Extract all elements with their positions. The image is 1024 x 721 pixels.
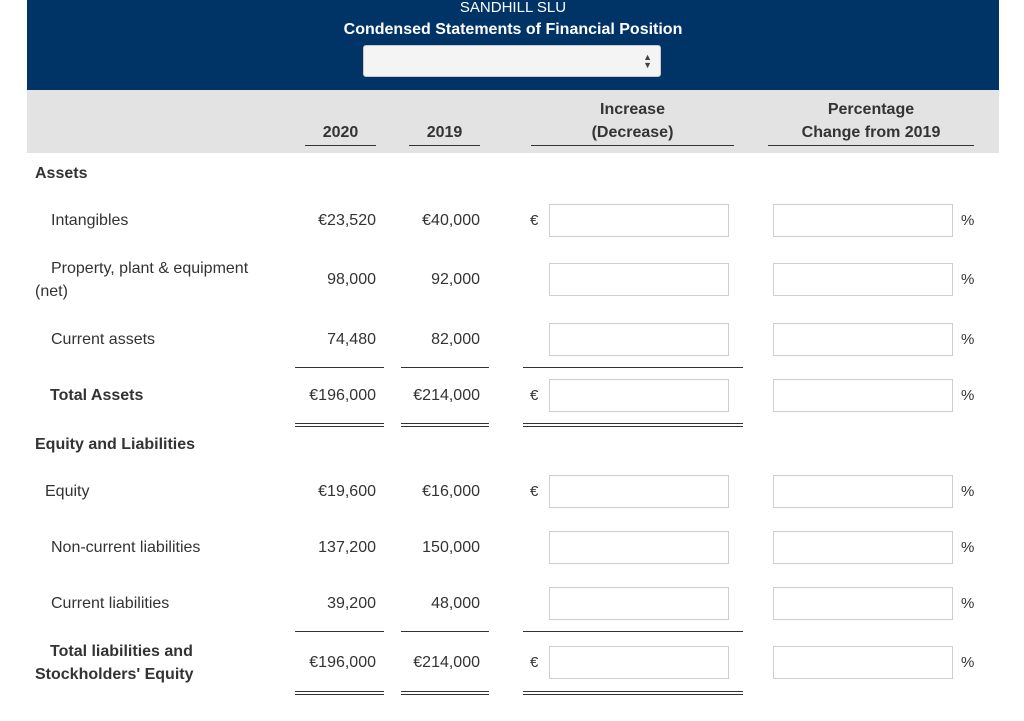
percent-symbol: % (961, 483, 975, 500)
column-pct-line2: Change from 2019 (801, 124, 941, 141)
increase-input-total-assets[interactable] (549, 379, 729, 412)
value-2019-total-assets: €214,000 (413, 387, 480, 404)
value-2019-intangibles: €40,000 (422, 212, 480, 229)
company-name: SANDHILL SLU (459, 0, 567, 16)
increase-input-total-liab[interactable] (549, 646, 729, 679)
column-2020: 2020 (322, 124, 359, 141)
percent-symbol: % (961, 271, 975, 288)
total-double-line-2019 (401, 423, 489, 424)
section-assets: Assets (35, 165, 88, 182)
subtotal-line-2019 (401, 631, 489, 632)
column-2019-underline (409, 145, 480, 146)
total-double-line-increase (523, 423, 743, 424)
value-2019-total-liab: €214,000 (413, 654, 480, 671)
column-increase-line1: Increase (600, 101, 665, 118)
percent-input-intangibles[interactable] (773, 204, 953, 237)
percent-input-current-liabilities[interactable] (773, 587, 953, 620)
row-label-total-liab-line2: Stockholders' Equity (35, 666, 194, 683)
subtotal-line-increase (523, 631, 743, 632)
row-label-ppe-line2: (net) (35, 283, 68, 300)
total-double-line-2019 (401, 426, 489, 427)
column-increase-line2: (Decrease) (591, 124, 674, 141)
increase-input-current-assets[interactable] (549, 323, 729, 356)
total-double-line-2020 (295, 423, 384, 424)
statement-title: Condensed Statements of Financial Position (343, 21, 683, 38)
currency-symbol: € (530, 212, 539, 229)
total-double-line-2020 (295, 426, 384, 427)
column-pct-line1: Percentage (827, 101, 915, 118)
select-arrows-icon: ▲ ▼ (643, 52, 652, 70)
increase-input-ppe[interactable] (549, 263, 729, 296)
value-2019-equity: €16,000 (422, 483, 480, 500)
percent-symbol: % (961, 331, 975, 348)
percent-input-ppe[interactable] (773, 263, 953, 296)
subtotal-line-2019 (401, 367, 489, 368)
increase-input-equity[interactable] (549, 475, 729, 508)
row-label-current-liabilities: Current liabilities (51, 595, 170, 612)
total-double-line-2019 (401, 694, 489, 695)
row-label-ppe-line1: Property, plant & equipment (51, 260, 249, 277)
statement-select[interactable] (363, 45, 661, 77)
percent-input-noncurrent-liabilities[interactable] (773, 531, 953, 564)
value-2020-intangibles: €23,520 (318, 212, 376, 229)
value-2020-current-liabilities: 39,200 (327, 595, 376, 612)
value-2020-total-assets: €196,000 (309, 387, 376, 404)
value-2020-total-liab: €196,000 (309, 654, 376, 671)
increase-input-current-liabilities[interactable] (549, 587, 729, 620)
percent-symbol: % (961, 539, 975, 556)
subtotal-line-increase (523, 367, 743, 368)
column-increase-underline (531, 145, 734, 146)
increase-input-intangibles[interactable] (549, 204, 729, 237)
column-header-bar (27, 90, 999, 153)
row-label-equity: Equity (45, 483, 90, 500)
percent-symbol: % (961, 595, 975, 612)
percent-input-total-liab[interactable] (773, 646, 953, 679)
column-2020-underline (305, 145, 376, 146)
currency-symbol: € (530, 387, 539, 404)
row-label-intangibles: Intangibles (51, 212, 129, 229)
row-label-noncurrent-liabilities: Non-current liabilities (51, 539, 201, 556)
value-2019-ppe: 92,000 (431, 271, 480, 288)
row-label-total-liab-line1: Total liabilities and (50, 643, 193, 660)
subtotal-line-2020 (295, 367, 384, 368)
value-2019-current-liabilities: 48,000 (431, 595, 480, 612)
value-2020-equity: €19,600 (318, 483, 376, 500)
currency-symbol: € (530, 654, 539, 671)
percent-input-current-assets[interactable] (773, 323, 953, 356)
total-double-line-increase (523, 694, 743, 695)
value-2020-noncurrent-liabilities: 137,200 (318, 539, 376, 556)
value-2020-ppe: 98,000 (327, 271, 376, 288)
percent-symbol: % (961, 212, 975, 229)
value-2020-current-assets: 74,480 (327, 331, 376, 348)
increase-input-noncurrent-liabilities[interactable] (549, 531, 729, 564)
subtotal-line-2020 (295, 631, 384, 632)
percent-input-total-assets[interactable] (773, 379, 953, 412)
column-2019: 2019 (426, 124, 463, 141)
value-2019-current-assets: 82,000 (431, 331, 480, 348)
percent-symbol: % (961, 387, 975, 404)
statement-header (27, 0, 999, 90)
value-2019-noncurrent-liabilities: 150,000 (422, 539, 480, 556)
section-equity-liabilities: Equity and Liabilities (35, 436, 196, 453)
currency-symbol: € (530, 483, 539, 500)
column-pct-underline (768, 145, 974, 146)
total-double-line-2019 (401, 691, 489, 692)
total-double-line-2020 (295, 694, 384, 695)
total-double-line-2020 (295, 691, 384, 692)
row-label-total-assets: Total Assets (50, 387, 144, 404)
percent-input-equity[interactable] (773, 475, 953, 508)
total-double-line-increase (523, 691, 743, 692)
percent-symbol: % (961, 654, 975, 671)
total-double-line-increase (523, 426, 743, 427)
row-label-current-assets: Current assets (51, 331, 156, 348)
